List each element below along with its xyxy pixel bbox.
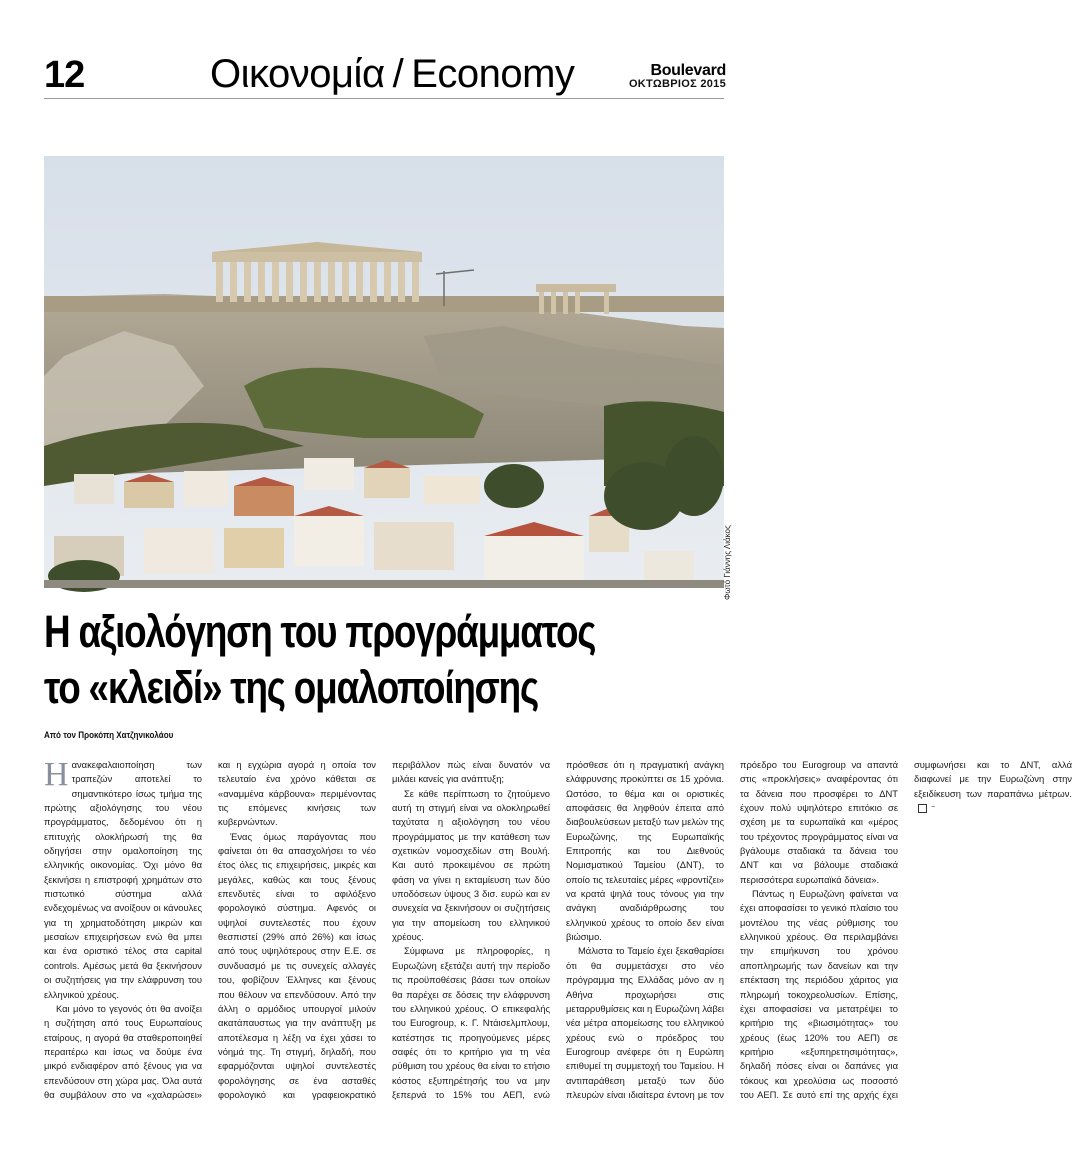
page-number: 12 xyxy=(44,54,85,96)
header-rule xyxy=(44,98,724,99)
article-body xyxy=(44,756,1072,1110)
paragraph-3: Ένας όμως παράγοντας που φαίνεται ότι θα απασχολήσει το νέο έτος όλες τις επιχειρήσεις, μικρές και μεγάλες, καθώς και τους ξένους επενδυτές είναι το αφιλόξενο φορολογικό σύστημα. Αφενός οι υψηλοί συντελεστές που έχουν θεσπιστεί (29% από 26%) και ίσως από τους υψηλότερους στην Ε.Ε. σε συνδυασμό με τις συνεχείς αλλαγές του, φοβίζουν Έλληνες και ξένους που θέλουν να επενδύσουν. Από την άλλη ο αρμόδιος υπουργοί μιλούν ακατάπαυστως για την ανάπτυξη με αποτέλεσμα η λέξη να έχει χάσει το νόημά της. Τη στιγμή, δηλαδή, που εφαρμόζονται υψηλοί συντελεστές φορολόγησης σε ένα ασταθές φορολογικό και γραφειοκρατικό περιβάλλον πώς είναι δυνατόν να μιλάει κανείς για ανάπτυξη; xyxy=(218,759,550,1100)
paragraph-6: Μάλιστα το Ταμείο έχει ξεκαθαρίσει ότι θα συμμετάσχει στο νέο πρόγραμμα της Ελλάδας μόνο αν η Αθήνα προχωρήσει στις μεταρρυθμίσεις και η Ευρωζώνη λάβει νέα μέτρα απομείωσης του ελληνικού χρέους ενώ ο πρόεδρος του Eurogroup ανέφερε ότι η Ευρώπη επιθυμεί τη συμμετοχή του Ταμείου. Η αντιπαράθεση μεταξύ των δύο πλευρών είναι ιδιαίτερα έντονη με τον πρόεδρο του Eurogroup να απαντά στις «προκλήσεις» αναφέροντας ότι τα δάνεια που προσφέρει το ΔΝΤ έχουν πολύ υψηλότερο επιτόκιο σε σχέση με τα ευρωπαϊκά και «μέρος του τρέχοντος προγράμματος είναι να βγάλουμε σταδιακά τα δάνεια του ΔΝΤ και να βάλουμε σταδιακά περισσότερα ευρωπαϊκά δάνεια». xyxy=(566,759,898,1100)
headline-line-2: το «κλειδί» της ομαλοποίησης xyxy=(44,662,538,713)
headline-line-1: Η αξιολόγηση του προγράμματος xyxy=(44,606,596,657)
paragraph-1 xyxy=(44,758,202,1002)
section-title xyxy=(210,52,574,97)
drop-cap: Η xyxy=(44,756,69,793)
section-separator: / xyxy=(392,52,404,96)
paragraph-1-text: ανακεφαλαιοποίηση των τραπεζών αποτελεί το σημαντικότερο ίσως τμήμα της πρώτης αξιολόγησης του νέου προγράμματος, δεδομένου ότι η επιτυχής ολοκλήρωσή της θα οδηγήσει στην ομαλοποίηση της ελληνικής οικονομίας. Όχι μόνο θα ξεκινήσει η επιστροφή χρημάτων στο πιστωτικό σύστημα αλλά ενδεχομένως να ανοίξουν οι κάνουλες για τη χρηματοδότηση μικρών και μεσαίων επιχειρήσεων ενώ θα μπει και ένα οριστικό τέλος στα capital controls. Αμέσως μετά θα ξεκινήσουν οι συζητήσεις για την ελάφρυνση του ελληνικού χρέους. xyxy=(44,759,202,1000)
page-header xyxy=(0,0,768,140)
acropolis-photo xyxy=(44,156,724,588)
issue-date: ΟΚΤΩΒΡΙΟΣ 2015 xyxy=(628,78,726,90)
brand-name: Boulevard xyxy=(650,62,726,79)
paragraph-4: Σε κάθε περίπτωση το ζητούμενο αυτή τη στιγμή είναι να ολοκληρωθεί ταχύτατα η αξιολόγηση του νέου προγράμματος με την κατάθεση των σχετικών νομοσχεδίων στη Βουλή. Και αυτό προκειμένου σε πρώτη φάση να γίνει η εκταμίευση των δύο υποδόσεων ύψους 3 δισ. ευρώ και εν συνεχεία να ξεκινήσουν οι συζητήσεις για την απομείωση του ελληνικού χρέους. xyxy=(392,787,550,943)
masthead xyxy=(629,62,726,90)
acropolis-illustration xyxy=(44,156,724,588)
paragraph-5: Σύμφωνα με πληροφορίες, η Ευρωζώνη εξετάζει αυτή την περίοδο τις προϋποθέσεις βάσει των οποίων θα παρέχει σε δόσεις την ελάφρυνση του ελληνικού χρέους. Ο επικεφαλής του Eurogroup, κ. Γ. Ντάισελμπλουμ, κατέστησε τις προηγούμενες μέρες σαφές ότι το κριτήριο για τη νέα ρύθμιση του χρέους θα είναι το ετήσιο κόστος εξυπηρέτησής του να μην ξεπερνά το 15% του ΑΕΠ, ενώ πρόσθεσε ότι η πραγματική ανάγκη ελάφρυνσης προκύπτει σε 15 χρόνια. Ωστόσο, το θέμα και οι οριστικές αποφάσεις θα ληφθούν έπειτα από διαβουλεύσεων μεταξύ των μελών της Ευρωζώνης, της Ευρωπαϊκής Επιτροπής και του Διεθνούς Νομισματικού Ταμείου (ΔΝΤ), το οποίο τις τελευταίες μέρες «φροντίζει» να κρατά ψηλά τους τόνους για την ανάγκη αναδιάρθρωσης του ελληνικού χρέους το οποίο δεν είναι βιώσιμο. xyxy=(392,759,724,1100)
photo-credit: Φωτό Γιάννης Λιάκος xyxy=(723,525,732,600)
section-title-greek: Οικονομία xyxy=(210,52,385,96)
paragraph-2: Και μόνο το γεγονός ότι θα ανοίξει η συζήτηση από τους Ευρωπαίους εταίρους, η αγορά θα σταθεροποιηθεί περαιτέρω και ίσως να δούμε ένα μικρό ενδιαφέρον από ξένους για να επενδύσουν στη χώρα μας. Όλα αυτά θα συμβάλουν στο να «χαλαρώσει» και η εγχώρια αγορά η οποία τον τελευταίο ένα χρόνο κάθεται σε «αναμμένα κάρβουνα» περιμένοντας τις επόμενες κινήσεις των κυβερνώντων. xyxy=(44,759,376,1100)
byline: Από τον Προκόπη Χατζηνικολάου xyxy=(44,730,174,741)
article-headline xyxy=(44,604,610,716)
section-title-english: Economy xyxy=(411,52,575,96)
paragraph-7-text: Πάντως η Ευρωζώνη φαίνεται να έχει αποφασίσει το γενικό πλαίσιο του μοντέλου της νέας ρύθμισης του ελληνικού χρέους. Θα περιλαμβάνει την επιμήκυνση του χρόνου αποπληρωμής των δανείων και την επέκταση της περιόδου χάριτος για πληρωμή τοκοχρεολυσίων. Επίσης, έχει αποφασίσει να μετατρέψει το κριτήριο της «βιωσιμότητας» του χρέους (έως 120% του ΑΕΠ) σε κριτήριο «εξυπηρετησιμότητας», δηλαδή πόσες είναι οι δαπάνες για τόκους και χρεολύσια ως ποσοστό του ΑΕΠ. Σε αυτό επί της αρχής έχει συμφωνήσει και το ΔΝΤ, αλλά διαφωνεί με την Ευρωζώνη στην εξειδίκευση των παραπάνω μέτρων. xyxy=(740,759,1072,1100)
end-of-article-icon: − xyxy=(918,804,927,813)
